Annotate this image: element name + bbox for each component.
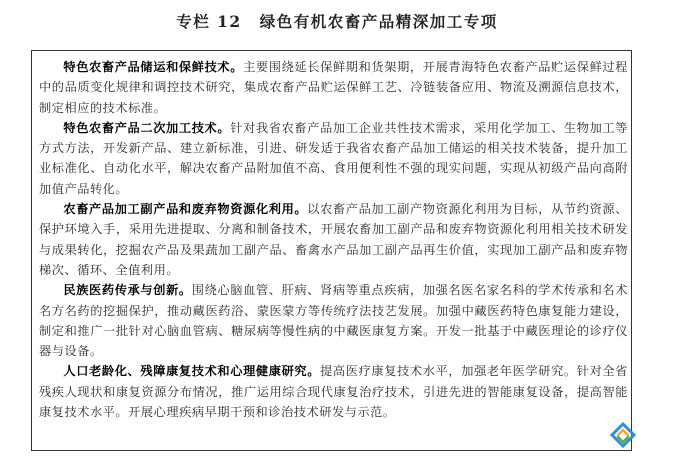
paragraph-body: 以农畜产品加工副产物资源化利用为目标，从节约资源、保护环境入手，采用先进提取、分离和制备技术，开展农畜加工副产品和废弃物资源化利用相关技术研发与成果转化，挖掘农产品及果蔬加工副产品、畜禽水产品加工副产品再生价值，实现加工副产品和废弃物梯次、循环、全值利用。 — [39, 202, 629, 277]
paragraph-aging-rehabilitation — [39, 361, 628, 422]
paragraph-body: 提高医疗康复技术水平，加强老年医学研究。针对全省残疾人现状和康复资源分布情况，推广运用综合现代康复治疗技术，引进先进的智能康复设备，提高智能康复技术水平。开展心理疾病早期干预和诊治技术研发与示范。 — [39, 364, 629, 420]
paragraph-body: 针对我省农畜产品加工企业共性技术需求，采用化学加工、生物加工等方式方法，开发新产品、建立新标准，引进、研发适于我省农畜产品加工储运的相关技术装备，提升加工业标准化、自动化水平，解决农畜产品附加值不高、食用便利性不强的现实问题，实现从初级产品向高附加值产品转化。 — [39, 120, 628, 196]
logo-orange-stroke — [618, 430, 628, 435]
paragraph-heading: 人口老龄化、残障康复技术和心理健康研究。 — [63, 364, 321, 379]
paragraph-body: 主要围绕延长保鲜期和货架期，开展青海特色农畜产品贮运保鲜过程中的品质变化规律和调控技术研究，集成农畜产品贮运保鲜工艺、冷链装备应用、物流及溯源信息技术，制定相应的技术标准。 — [39, 60, 629, 115]
paragraph-heading: 特色农畜产品储运和保鲜技术。 — [63, 60, 244, 74]
paragraph-heading: 民族医药传承与创新。 — [63, 283, 192, 298]
paragraph-heading: 特色农畜产品二次加工技术。 — [63, 120, 231, 135]
paragraph-heading: 农畜产品加工副产品和废弃物资源化利用。 — [63, 202, 308, 217]
paragraph-body: 围绕心脑血管、肝病、肾病等重点疾病，加强名医名家名科的学术传承和名术名方名药的挖掘保护，推动藏医药浴、蒙医蒙方等传统疗法技艺发展。加强中藏医药特色康复能力建设，制定和推广一批针对心脑血管病、糖尿病等慢性病的中藏医康复方案。开发一批基于中藏医理论的诊疗仪器与设备。 — [39, 283, 628, 359]
column-number: 专栏 12 — [176, 12, 242, 31]
column-content — [39, 57, 628, 422]
watermark-logo-icon — [610, 422, 636, 448]
paragraph-ethnic-medicine — [39, 280, 628, 361]
paragraph-byproduct-utilization — [39, 199, 628, 280]
column-title — [0, 10, 674, 32]
paragraph-secondary-processing — [39, 118, 628, 199]
column-title-text: 绿色有机农畜产品精深加工专项 — [259, 13, 498, 31]
paragraph-storage-preservation — [39, 57, 628, 118]
